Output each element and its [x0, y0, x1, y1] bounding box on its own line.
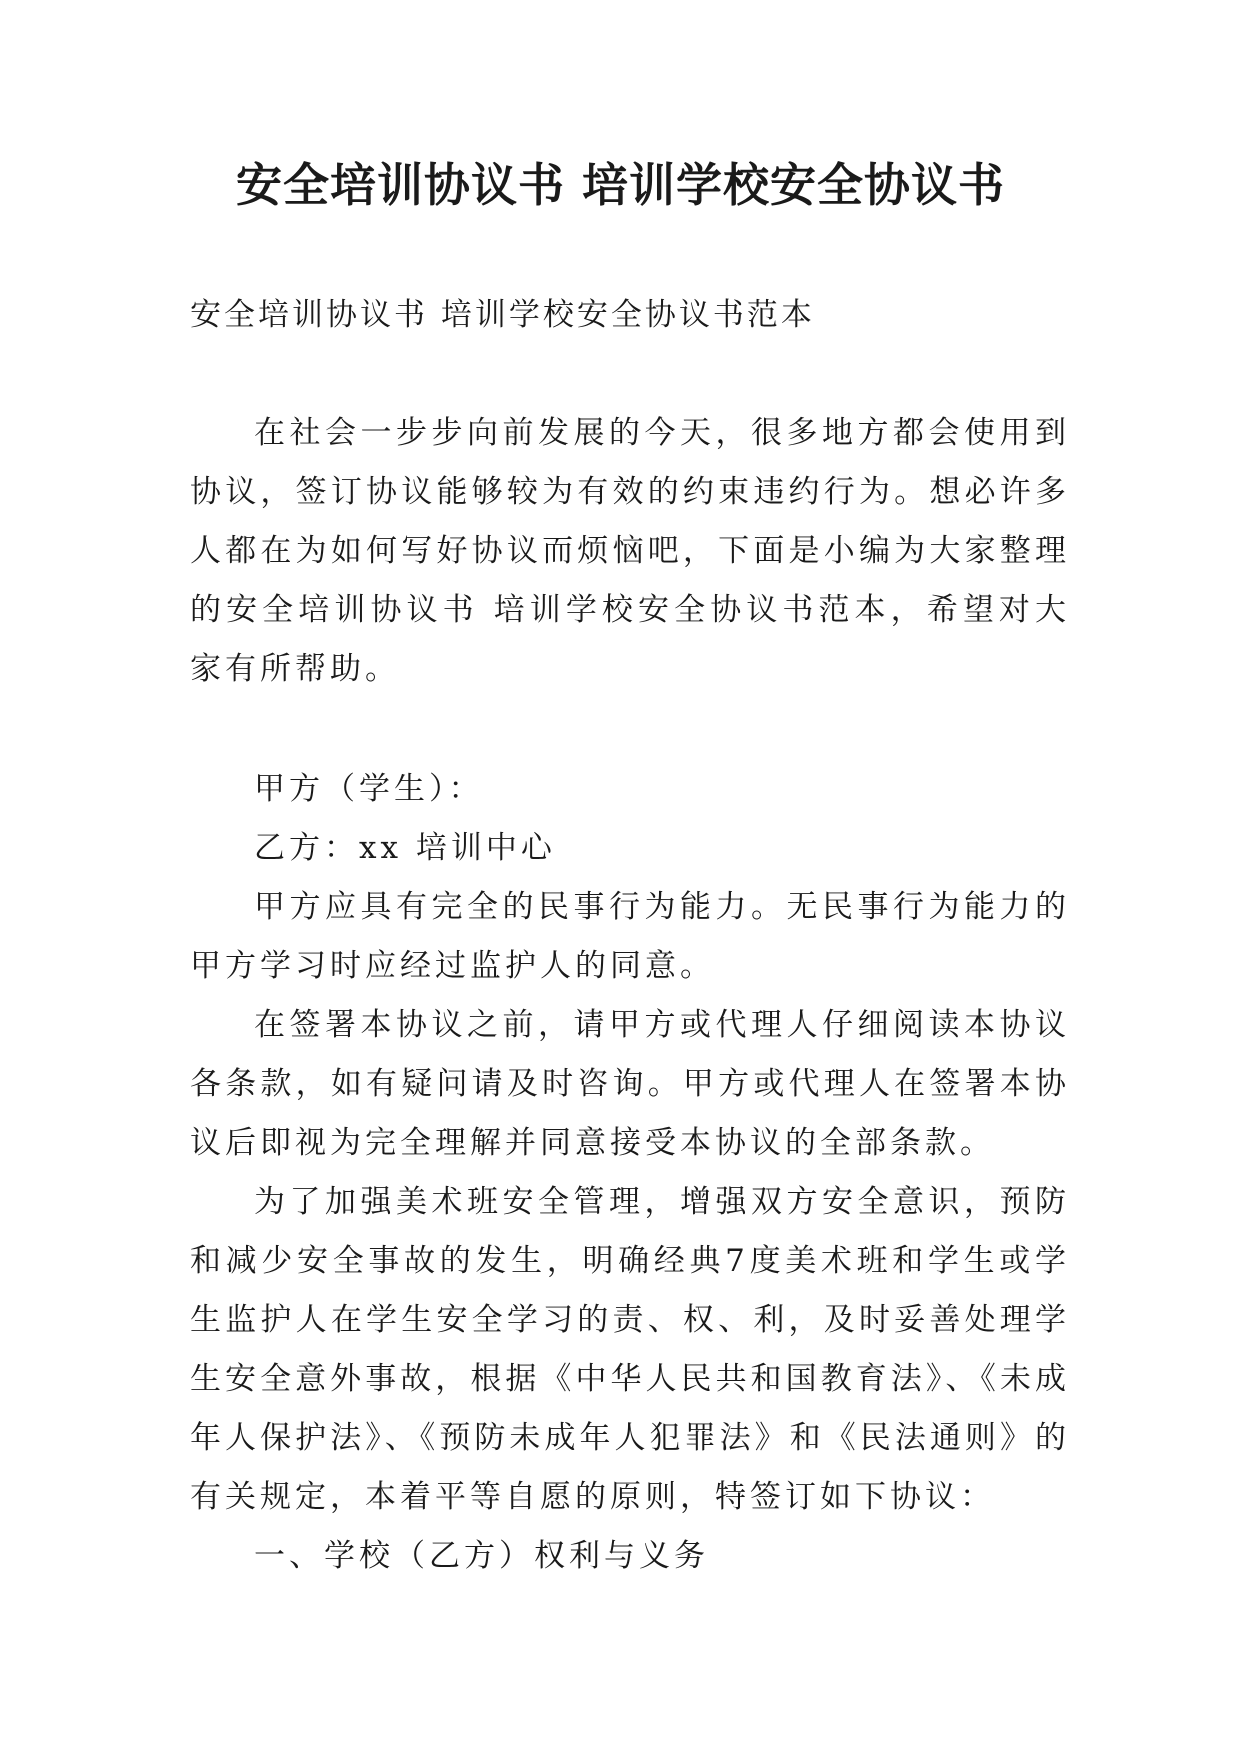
party-b-line: 乙方：xx 培训中心 [254, 830, 556, 866]
capacity-paragraph: 甲方应具有完全的民事行为能力。无民事行为能力的甲方学习时应经过监护人的同意。 [190, 889, 1070, 984]
document-title: 安全培训协议书 培训学校安全协议书 [235, 158, 1005, 212]
party-a-line: 甲方（学生）： [254, 771, 484, 807]
section-heading-school-rights: 一、学校（乙方）权利与义务 [254, 1538, 709, 1574]
signing-notice-paragraph: 在签署本协议之前，请甲方或代理人仔细阅读本协议各条款，如有疑问请及时咨询。甲方或代理人在签署本协议后即视为完全理解并同意接受本协议的全部条款。 [190, 1007, 1070, 1161]
intro-paragraph: 在社会一步步向前发展的今天，很多地方都会使用到协议，签订协议能够较为有效的约束违约行为。想必许多人都在为如何写好协议而烦恼吧，下面是小编为大家整理的安全培训协议书 培训学校安全协议书范本，希望对大家有所帮助。 [190, 415, 1070, 687]
agreement-body [190, 760, 1070, 1586]
purpose-paragraph: 为了加强美术班安全管理，增强双方安全意识，预防和减少安全事故的发生，明确经典7度美术班和学生或学生监护人在学生安全学习的责、权、利，及时妥善处理学生安全意外事故，根据《中华人民共和国教育法》、《未成年人保护法》、《预防未成年人犯罪法》和《民法通则》的有关规定，本着平等自愿的原则，特签订如下协议： [190, 1184, 1070, 1515]
document-subtitle: 安全培训协议书 培训学校安全协议书范本 [190, 297, 815, 333]
